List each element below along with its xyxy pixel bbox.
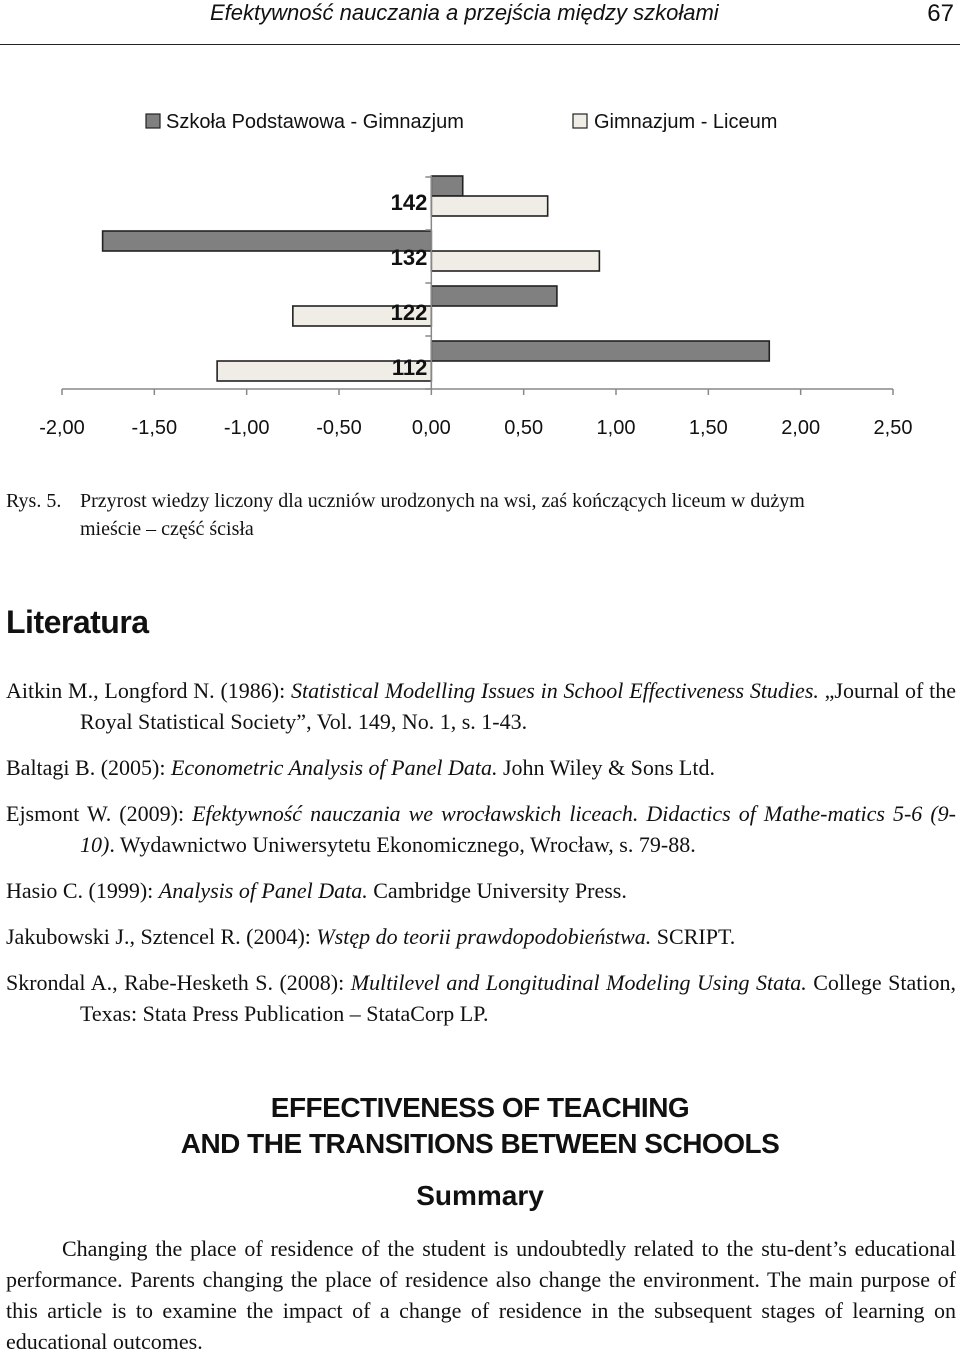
reference-item <box>6 675 956 737</box>
x-tick-label: -2,00 <box>39 417 85 439</box>
bar <box>431 286 557 306</box>
summary-text: Changing the place of residence of the student is undoubtedly related to the stu-dent’s educational performance. Parents changing the place of residence also change the environment. The main purpose of this article is to examine the impact of a change of residence in the subsequent stages of learning on educational outcomes. <box>6 1236 956 1354</box>
caption-text-line1: Przyrost wiedzy liczony dla uczniów urodzonych na wsi, zaś kończących liceum w dużym <box>80 490 805 512</box>
reference-source: Cambridge University Press. <box>367 878 627 903</box>
reference-item <box>6 921 956 952</box>
reference-source: „Journal of the Royal Statistical Society”, Vol. 149, No. 1, s. 1-43. <box>80 678 956 734</box>
literature-heading: Literatura <box>6 604 149 640</box>
page-header <box>0 0 960 45</box>
reference-title: Analysis of Panel Data. <box>158 878 368 903</box>
x-tick-label: -1,50 <box>131 417 178 439</box>
category-label: 112 <box>391 355 428 380</box>
legend-swatch <box>146 114 160 128</box>
reference-title: Statistical Modelling Issues in School Effectiveness Studies. <box>291 678 819 703</box>
x-tick-label: -0,50 <box>316 417 362 439</box>
reference-authors: Baltagi B. (2005): <box>6 755 171 780</box>
figure-label: Rys. 5. <box>6 490 62 512</box>
running-title: Efektywność nauczania a przejścia między szkołami <box>210 0 719 25</box>
reference-source: SCRIPT. <box>651 924 736 949</box>
legend-label: Szkoła Podstawowa - Gimnazjum <box>166 111 464 133</box>
legend-swatch <box>573 114 587 128</box>
bar <box>431 196 547 216</box>
bar <box>103 231 432 251</box>
reference-authors: Jakubowski J., Sztencel R. (2004): <box>6 924 317 949</box>
reference-item <box>6 875 956 906</box>
english-title-line2: AND THE TRANSITIONS BETWEEN SCHOOLS <box>180 1128 780 1159</box>
x-tick-label: 0,00 <box>411 417 451 439</box>
x-tick-label: 2,50 <box>873 417 913 439</box>
reference-authors: Ejsmont W. (2009): <box>6 801 193 826</box>
page-number: 67 <box>927 0 954 27</box>
x-tick-label: 1,50 <box>688 417 728 439</box>
x-tick-label: 1,00 <box>596 417 636 439</box>
x-tick-label: 0,50 <box>504 417 544 439</box>
summary-heading: Summary <box>416 1180 544 1211</box>
reference-title: Wstęp do teorii prawdopodobieństwa. <box>316 924 652 949</box>
caption-text-line2: mieście – część ścisła <box>80 518 254 540</box>
reference-title: Efektywność nauczania we wrocławskich liceach. Didactics of Mathe-matics 5-6 (9-10) <box>80 801 956 857</box>
figure-caption <box>6 487 956 543</box>
reference-title: Econometric Analysis of Panel Data. <box>170 755 498 780</box>
x-tick-label: -1,00 <box>223 417 270 439</box>
reference-authors: Aitkin M., Longford N. (1986): <box>6 678 292 703</box>
bar <box>431 251 599 271</box>
category-label: 142 <box>390 190 428 215</box>
reference-list <box>6 675 956 1044</box>
category-label: 132 <box>390 245 428 270</box>
bar-chart <box>0 95 960 465</box>
bar <box>431 176 462 196</box>
bar <box>431 341 769 361</box>
reference-authors: Hasio C. (1999): <box>6 878 159 903</box>
english-title-line1: EFFECTIVENESS OF TEACHING <box>270 1092 690 1123</box>
x-tick-label: 2,00 <box>781 417 821 439</box>
reference-authors: Skrondal A., Rabe-Hesketh S. (2008): <box>6 970 351 995</box>
reference-source: . Wydawnictwo Uniwersytetu Ekonomicznego, Wrocław, s. 79-88. <box>109 832 696 857</box>
reference-item <box>6 967 956 1029</box>
reference-item <box>6 798 956 860</box>
legend-label: Gimnazjum - Liceum <box>594 111 778 133</box>
category-label: 122 <box>390 300 428 325</box>
reference-title: Multilevel and Longitudinal Modeling Using Stata. <box>350 970 807 995</box>
reference-source: John Wiley & Sons Ltd. <box>497 755 715 780</box>
reference-source: College Station, Texas: Stata Press Publication – StataCorp LP. <box>80 970 957 1026</box>
reference-item <box>6 752 956 783</box>
